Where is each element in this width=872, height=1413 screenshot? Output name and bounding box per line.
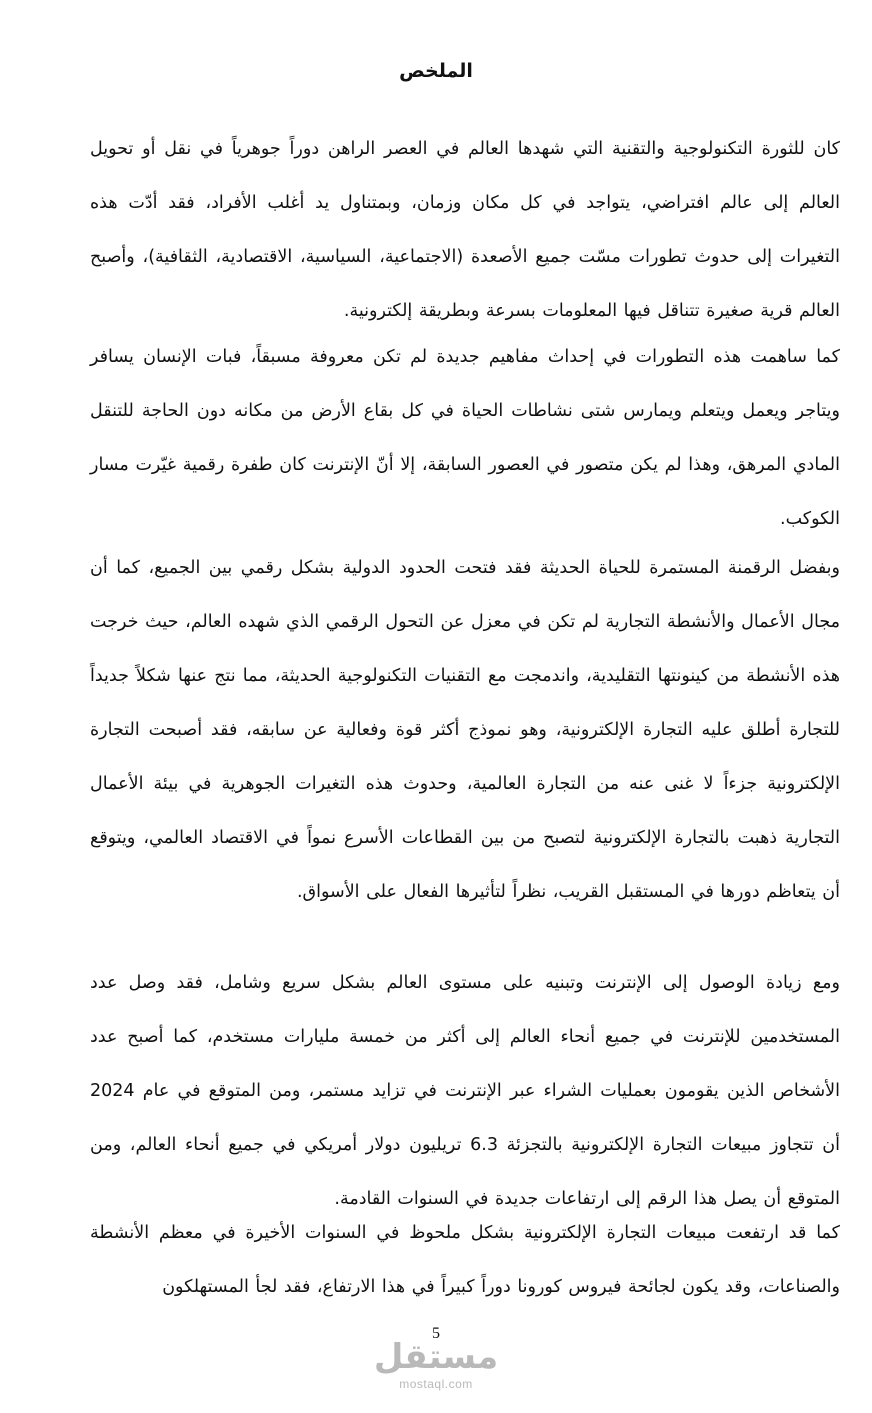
paragraph-5: كما قد ارتفعت مبيعات التجارة الإلكترونية بشكل ملحوظ في السنوات الأخيرة في معظم الأنشطة والصناعات، وقد يكون لجائحة فيروس كورونا دوراً كبيراً في هذا الارتفاع، فقد لجأ المستهلكون bbox=[90, 1223, 840, 1297]
watermark-logo-text: مستقل bbox=[373, 1337, 499, 1377]
watermark-url: mostaql.com bbox=[399, 1377, 473, 1391]
document-title: الملخص bbox=[399, 60, 473, 82]
mostaql-watermark bbox=[0, 1337, 872, 1391]
paragraph-4: ومع زيادة الوصول إلى الإنترنت وتبنيه على مستوى العالم بشكل سريع وشامل، فقد وصل عدد المستخدمين للإنترنت في جميع أنحاء العالم إلى أكثر من خمسة مليارات مستخدم، كما أصبح عدد الأشخاص الذين يقومون بعمليات الشراء عبر الإنترنت في تزايد مستمر، ومن المتوقع في عام 2024 أن تتجاوز مبيعات التجارة الإلكترونية بالتجزئة 6.3 تريليون دولار أمريكي في جميع أنحاء العالم، ومن المتوقع أن يصل هذا الرقم إلى ارتفاعات جديدة في السنوات القادمة. bbox=[90, 973, 840, 1209]
paragraph-2: كما ساهمت هذه التطورات في إحداث مفاهيم جديدة لم تكن معروفة مسبقاً، فبات الإنسان يسافر ويتاجر ويعمل ويتعلم ويمارس شتى نشاطات الحياة في كل بقاع الأرض من مكانه دون الحاجة للتنقل المادي المرهق، وهذا لم يكن متصور في العصور السابقة، إلا أنّ الإنترنت كان طفرة رقمية غيّرت مسار الكوكب. bbox=[90, 347, 840, 529]
page-number: 5 bbox=[432, 1325, 440, 1342]
paragraph-1: كان للثورة التكنولوجية والتقنية التي شهدها العالم في العصر الراهن دوراً جوهرياً في نقل أو تحويل العالم إلى عالم افتراضي، يتواجد في كل مكان وزمان، وبمتناول يد أغلب الأفراد، فقد أدّت هذه التغيرات إلى حدوث تطورات مسّت جميع الأصعدة (الاجتماعية، السياسية، الاقتصادية، الثقافية)، وأصبح العالم قرية صغيرة تتناقل فيها المعلومات بسرعة وبطريقة إلكترونية. bbox=[90, 139, 840, 321]
paragraph-3: وبفضل الرقمنة المستمرة للحياة الحديثة فقد فتحت الحدود الدولية بشكل رقمي بين الجميع، كما أن مجال الأعمال والأنشطة التجارية لم تكن في معزل عن التحول الرقمي الذي شهده العالم، حيث خرجت هذه الأنشطة من كينونتها التقليدية، واندمجت مع التقنيات التكنولوجية الحديثة، مما نتج عنها شكلاً جديداً للتجارة أطلق عليه التجارة الإلكترونية، وهو نموذج أكثر قوة وفعالية عن سابقه، فقد أصبحت التجارة الإلكترونية جزءاً لا غنى عنه من التجارة العالمية، وحدوث هذه التغيرات الجوهرية في بيئة الأعمال التجارية ذهبت بالتجارة الإلكترونية لتصبح من بين القطاعات الأسرع نمواً في الاقتصاد العالمي، ويتوقع أن يتعاظم دورها في المستقبل القريب، نظراً لتأثيرها الفعال على الأسواق. bbox=[90, 558, 840, 902]
